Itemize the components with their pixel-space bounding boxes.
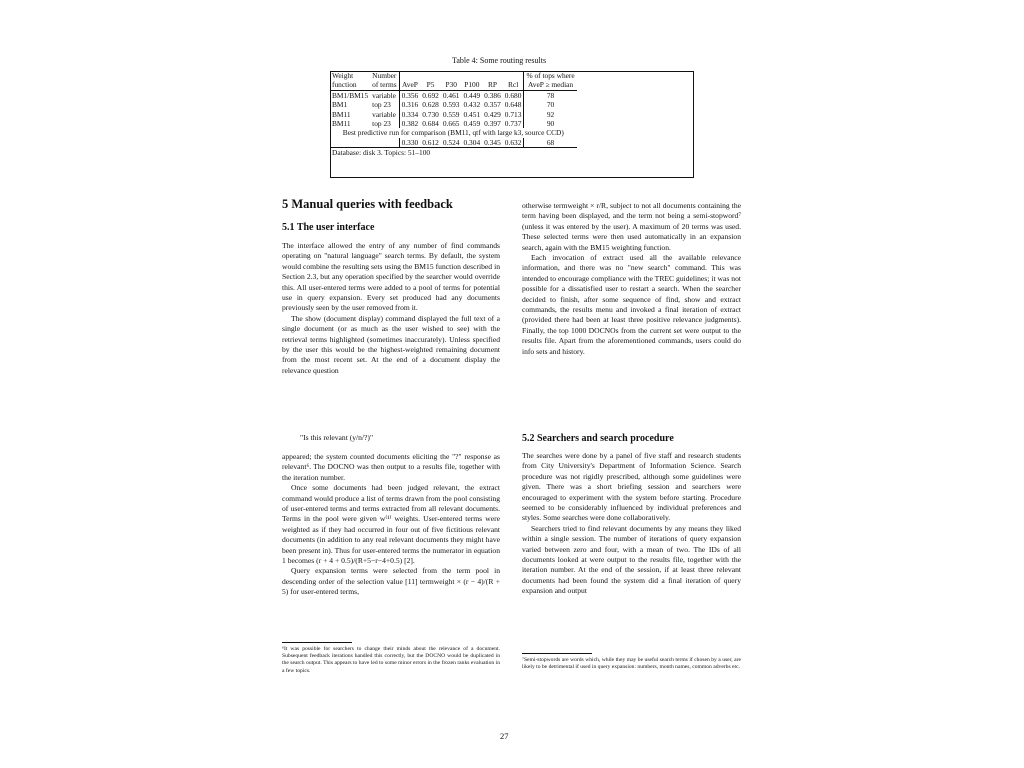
section-title: 5 Manual queries with feedback <box>282 197 453 211</box>
table-header-cell: Rcl <box>503 80 524 90</box>
table-cell: 0.304 <box>463 137 481 147</box>
table-row <box>330 138 577 148</box>
table-cell: 0.559 <box>442 109 460 119</box>
left-column-text-2 <box>282 452 500 598</box>
table-header-cell: AveP <box>399 80 420 90</box>
table-cell: 0.397 <box>484 119 501 129</box>
table-cell: 0.432 <box>463 100 481 110</box>
table-header-cell: P5 <box>420 80 441 90</box>
footnote: ⁷Semi-stopwords are words which, while they may be useful search terms if chosen by a user, are likely to be detrimental if used in query expansion: numbers, month names, common adverbs etc. <box>522 657 741 671</box>
results-table <box>330 71 577 158</box>
paragraph: Once some documents had been judged relevant, the extract command would produce a list of terms drawn from the pool consisting of user-entered terms and terms extracted from all relevant documents. Terms in the pool were given w⁽¹⁾ weights. User-entered terms were weighted as if they had occurred in four out of five fictitious relevant documents (in addition to any real relevant documents they might have been present in). Thus for user-entered terms the numerator in equation 1 becomes (r + 4 + 0.5)/(R+5−r−4+0.5) [2]. <box>282 483 500 566</box>
table-header-cell: AveP ≥ median <box>524 80 577 90</box>
table-header-cell: % of tops where <box>526 71 575 80</box>
table-cell: 0.628 <box>422 100 439 110</box>
table-cell: 92 <box>546 109 555 119</box>
left-column-text <box>282 241 500 376</box>
table-cell: 0.713 <box>503 110 524 119</box>
paragraph: Query expansion terms were selected from the term pool in descending order of the selection value [11] termweight × (r − 4)/(R + 5) for user-entered terms, <box>282 566 500 597</box>
table-header-cell: Number <box>370 71 399 80</box>
table-cell: 0.330 <box>399 138 420 148</box>
right-column-text <box>522 201 741 357</box>
table-header-cell: Weight <box>332 71 354 80</box>
paragraph: appeared; the system counted documents eliciting the "?" response as relevant⁶. The DOCNO was then output to a results file, together with the iteration number. <box>282 452 500 482</box>
table-caption: Table 4: Some routing results <box>452 56 547 65</box>
table-cell: 90 <box>546 119 555 129</box>
paragraph: The interface allowed the entry of any number of find commands operating on "natural language" search terms. By default, the system would combine the resulting sets using the BM15 function described in Section 2.3, but any operation specified by the searcher would override this. All user-entered terms were added to a pool of terms for potential use in query expansion. Every set produced had any documents previously seen by the user removed from it. <box>282 241 500 313</box>
table-cell: 78 <box>546 90 555 100</box>
table-cell: BM11 <box>332 109 351 119</box>
table-cell: 68 <box>524 138 577 148</box>
table-cell: 0.449 <box>463 90 481 100</box>
right-column-text-2 <box>522 451 741 597</box>
table-cell: 0.665 <box>442 119 460 129</box>
table-cell: 0.316 <box>401 100 419 110</box>
table-header-row <box>330 71 577 80</box>
paragraph: The show (document display) command displayed the full text of a single document (or as much as the user wished to see) with the retrieval terms highlighted (sometimes inaccurately). Unless specified by the user this would be the highest-weighted remaining document from the most recent set. At the end of a document display the relevance question <box>282 313 500 375</box>
table-row <box>330 128 577 137</box>
table-cell: 0.692 <box>422 90 439 100</box>
table-row <box>330 100 577 109</box>
table-header-cell: of terms <box>370 80 399 90</box>
table-cell: 0.386 <box>484 90 501 100</box>
table-cell: 0.345 <box>484 137 501 147</box>
table-header-row <box>330 80 577 90</box>
table-cell: 0.451 <box>463 109 481 119</box>
table-header-cell: function <box>330 80 370 90</box>
table-cell: 0.632 <box>503 138 524 148</box>
table-header-cell: P100 <box>462 80 483 90</box>
table-header-cell: RP <box>482 80 503 90</box>
paragraph: Searchers tried to find relevant documents by any means they liked within a single session. The number of iterations of query expansion varied between zero and four, with a mean of two. The IDs of all documents looked at were output to the results file, together with the iteration number. At the end of the session, if at least three relevant documents had been found the system did a final iteration of query expansion and output <box>522 523 741 596</box>
table-cell: 0.593 <box>442 100 460 110</box>
table-cell: variable <box>370 90 399 100</box>
table-cell: top 23 <box>370 119 399 128</box>
table-row <box>330 110 577 119</box>
table-cell: BM11 <box>332 119 351 129</box>
table-header-cell: P30 <box>441 80 462 90</box>
table-footer: Database: disk 3. Topics: 51–100 <box>332 148 431 158</box>
paragraph: The searches were done by a panel of five staff and research students from City University's Department of Information Science. Search procedure was not rigidly prescribed, although some guidelines were given. There was a short briefing session and searchers were encouraged to experiment with the system before starting. Procedure seemed to be considerably influenced by individual preferences and styles. Some searches were done collaboratively. <box>522 451 741 523</box>
table-cell: 0.524 <box>442 137 460 147</box>
table-row <box>330 119 577 128</box>
table-cell: 0.429 <box>484 109 501 119</box>
paragraph: Each invocation of extract used all the available relevance information, and there was no "new search" command. This was intended to encourage compliance with the TREC guidelines; it was not possible for a dissatisfied user to restart a search. When the searcher decided to finish, after some sequence of find, show and extract commands, the results menu and invoked a final iteration of extract (provided there had been at least three positive relevance judgments). Finally, the top 1000 DOCNOs from the current set were output to the results file. Apart from the aforementioned commands, users could do info sets and history. <box>522 253 741 356</box>
footnote-rule <box>522 653 592 654</box>
table-cell: 0.648 <box>503 100 524 109</box>
table-cell: 0.459 <box>463 119 481 129</box>
table-cell: 0.334 <box>401 109 419 119</box>
table-cell: 0.382 <box>401 119 419 129</box>
table-cell: 0.737 <box>503 119 524 128</box>
page-number: 27 <box>500 731 509 741</box>
table-cell: 0.612 <box>422 137 439 147</box>
subsection-title: 5.2 Searchers and search procedure <box>522 433 674 444</box>
table-best-label: Best predictive run for comparison (BM11, qtf with large k3, source CCD) <box>342 128 564 138</box>
table-cell: 0.680 <box>503 90 524 100</box>
table-footer-row <box>330 148 577 158</box>
table-cell: BM1/BM15 <box>332 90 369 100</box>
table-cell: 0.461 <box>442 90 460 100</box>
table-cell: 0.356 <box>401 90 419 100</box>
relevance-question: "Is this relevant (y/n/?)" <box>300 433 374 442</box>
footnote: ⁶It was possible for searchers to change their minds about the relevance of a document. Subsequent feedback iterations handled this correctly, but the DOCNO would be duplicated in the search output. This appears to have led to some minor errors in the frozen ranks evaluation in a few topics. <box>282 646 500 674</box>
table-cell: 0.684 <box>422 119 439 129</box>
table-row <box>330 90 577 100</box>
table-cell: variable <box>370 110 399 119</box>
table-cell: BM1 <box>332 100 348 110</box>
table-cell: 70 <box>546 100 555 110</box>
table-cell: top 23 <box>370 100 399 109</box>
table-cell: 0.357 <box>484 100 501 110</box>
table-cell: 0.730 <box>422 109 439 119</box>
footnote-rule <box>282 642 352 643</box>
paragraph: otherwise termweight × r/R, subject to not all documents containing the term having been displayed, and the term not being a semi-stopword⁷ (unless it was entered by the user). A maximum of 20 terms was used. These selected terms were then used automatically in an expansion search, again with the BM15 weighting function. <box>522 201 741 252</box>
subsection-title: 5.1 The user interface <box>282 222 375 233</box>
